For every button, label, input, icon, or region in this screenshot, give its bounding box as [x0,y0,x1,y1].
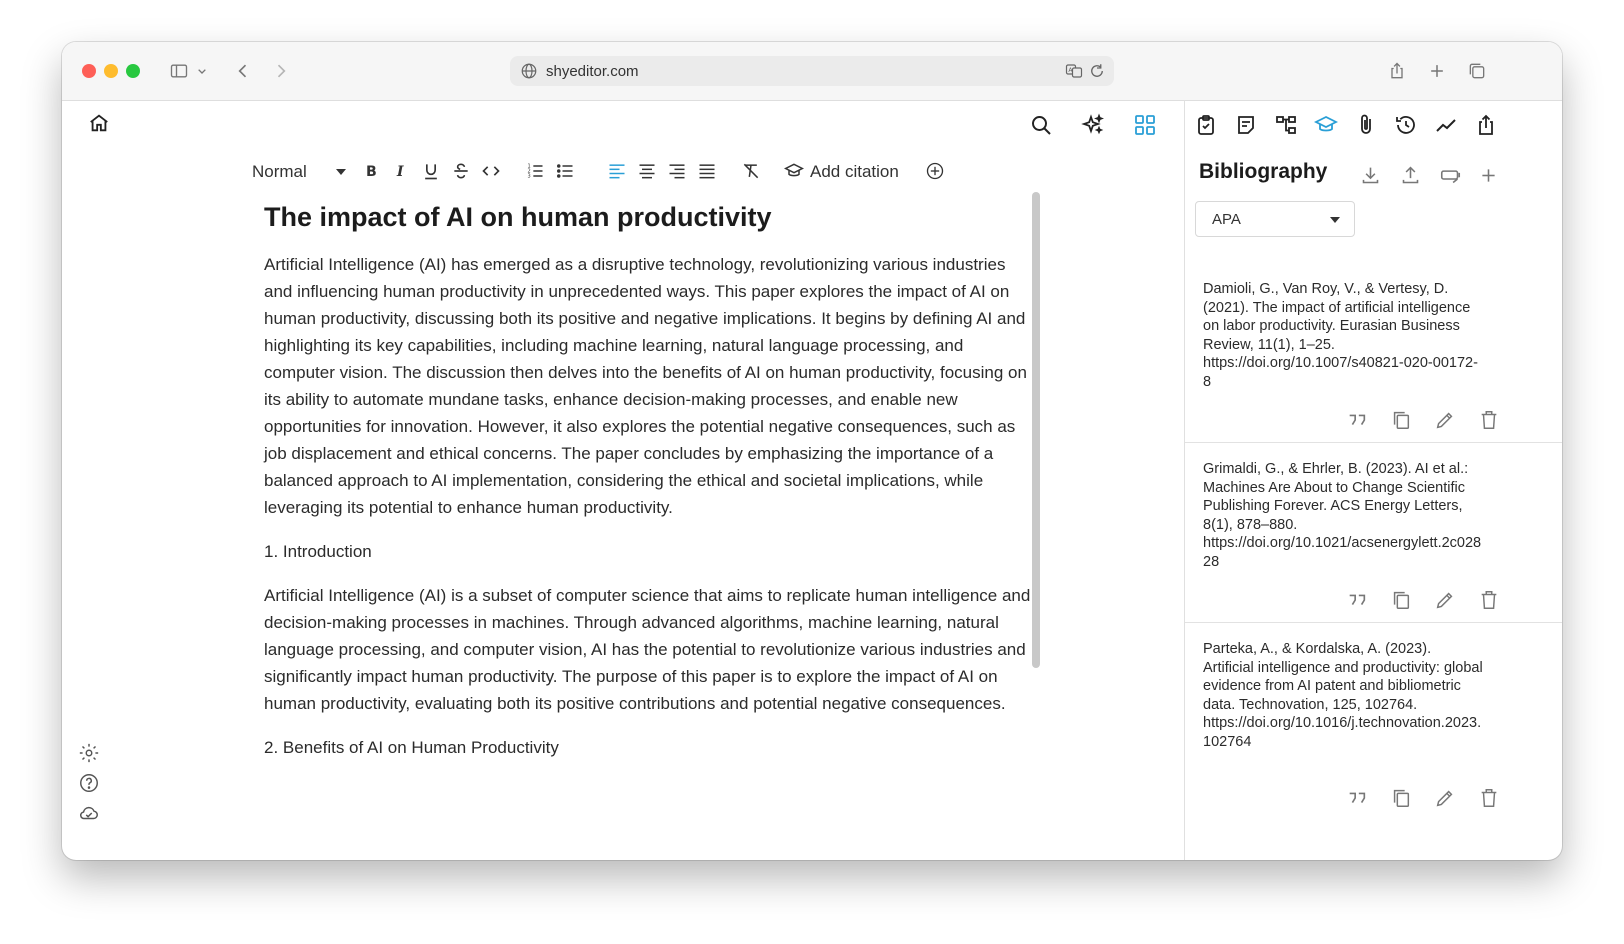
reference-text: Grimaldi, G., & Ehrler, B. (2023). AI et al.: Machines Are About to Change Scientific Publishing Forever. ACS Energy Letters, 8(1), 878–880. https://doi.org/10.1021/acsenergylett.2c02828 [1203,461,1482,570]
introduction-paragraph: Artificial Intelligence (AI) is a subset of computer science that aims to replicate human intelligence and decision-making processes in machines. Through advanced algorithms, machine learning, natural language processing, and computer vision, AI has the potential to revolutionize various industries and significantly impact human productivity. The purpose of this paper is to explore the impact of AI on human productivity, evaluating both its positive contributions and potential negative consequences. [264,586,1031,713]
edit-pencil-icon[interactable] [1431,784,1459,812]
settings-gear-icon[interactable] [76,740,102,766]
notes-icon[interactable] [1231,110,1261,140]
add-citation-button[interactable] [784,158,899,186]
delete-trash-icon[interactable] [1475,406,1503,434]
caret-down-icon [336,169,346,175]
edit-pencil-icon[interactable] [1431,406,1459,434]
align-center-button[interactable] [634,158,660,184]
underline-button[interactable] [418,158,444,184]
svg-text:2: 2 [527,168,531,175]
address-bar[interactable] [510,56,1114,86]
caret-down-icon [1330,217,1340,223]
svg-text:A: A [1068,66,1073,74]
add-citation-label: Add citation [810,162,899,181]
section-heading-benefits: 2. Benefits of AI on Human Productivity [264,738,559,757]
svg-text:I: I [396,164,404,180]
clear-format-button[interactable] [738,158,764,184]
svg-text:1: 1 [527,163,531,170]
ai-sparkle-icon[interactable] [1078,110,1108,140]
new-tab-icon[interactable] [1424,58,1450,84]
history-icon[interactable] [1391,110,1421,140]
browser-window [62,42,1562,860]
copy-icon[interactable] [1387,406,1415,434]
translate-icon[interactable] [1064,62,1084,80]
ordered-list-button[interactable] [522,158,548,184]
citation-style-select[interactable] [1195,201,1355,237]
citation-cap-icon[interactable] [1311,110,1341,140]
entry-divider [1185,442,1562,443]
home-icon[interactable] [86,110,112,136]
delete-trash-icon[interactable] [1475,586,1503,614]
paragraph-style-value: Normal [252,162,307,181]
trend-chart-icon[interactable] [1431,110,1461,140]
copy-icon[interactable] [1387,586,1415,614]
graduation-cap-icon [784,161,806,183]
search-icon[interactable] [1026,110,1056,140]
align-justify-button[interactable] [694,158,720,184]
help-icon[interactable] [76,770,102,796]
strikethrough-button[interactable] [448,158,474,184]
copy-icon[interactable] [1387,784,1415,812]
citation-style-value: APA [1212,210,1241,228]
link-import-icon[interactable] [1437,162,1463,188]
cloud-sync-icon[interactable] [76,800,102,826]
insert-plus-button[interactable] [922,158,948,184]
share-icon[interactable] [1384,58,1410,84]
reference-text: Damioli, G., Van Roy, V., & Vertesy, D. (2021). The impact of artificial intelligence on labor productivity. Eurasian Business Review, 11(1), 1–25. https://doi.org/10.1007/s40821-020-00172-8 [1203,281,1478,390]
chevron-down-icon[interactable] [194,58,210,84]
sidebar-toggle-icon[interactable] [166,58,192,84]
close-window-button[interactable] [82,64,96,78]
document-title: The impact of AI on human productivity [264,202,772,232]
reference-text: Parteka, A., & Kordalska, A. (2023). Artificial intelligence and productivity: global evidence from AI patent and bibliometric data. Technovation, 125, 102764. https://doi.org/10.1016/j.technovation.2023.102764 [1203,641,1483,750]
maximize-window-button[interactable] [126,64,140,78]
bullet-list-button[interactable] [552,158,578,184]
add-reference-icon[interactable] [1475,162,1501,188]
svg-text:3: 3 [527,173,531,180]
entry-actions [1185,784,1562,812]
tab-overview-icon[interactable] [1464,58,1490,84]
paragraph-style-select[interactable] [252,158,348,186]
document-body[interactable] [264,192,1034,778]
upload-icon[interactable] [1397,162,1423,188]
minimize-window-button[interactable] [104,64,118,78]
code-button[interactable] [478,158,504,184]
apps-grid-icon[interactable] [1130,110,1160,140]
bibliography-panel [1184,100,1562,860]
clipboard-check-icon[interactable] [1191,110,1221,140]
entry-actions [1185,406,1562,434]
cite-quote-icon[interactable] [1343,586,1371,614]
document-scrollbar[interactable] [1032,192,1040,668]
attachment-icon[interactable] [1351,110,1381,140]
outline-tree-icon[interactable] [1271,110,1301,140]
italic-button[interactable] [388,158,414,184]
reload-icon[interactable] [1088,62,1106,80]
delete-trash-icon[interactable] [1475,784,1503,812]
export-icon[interactable] [1471,110,1501,140]
align-left-button[interactable] [604,158,630,184]
browser-titlebar [62,42,1562,101]
section-heading-introduction: 1. Introduction [264,542,372,561]
cite-quote-icon[interactable] [1343,784,1371,812]
back-button[interactable] [230,58,256,84]
align-right-button[interactable] [664,158,690,184]
svg-text:B: B [366,164,377,180]
forward-button[interactable] [268,58,294,84]
entry-divider [1185,622,1562,623]
download-icon[interactable] [1357,162,1383,188]
url-text: shyeditor.com [546,62,639,80]
edit-pencil-icon[interactable] [1431,586,1459,614]
bold-button[interactable] [358,158,384,184]
entry-actions [1185,586,1562,614]
bibliography-title: Bibliography [1199,160,1328,183]
cite-quote-icon[interactable] [1343,406,1371,434]
abstract-paragraph: Artificial Intelligence (AI) has emerged as a disruptive technology, revolutionizing various industries and influencing human productivity in unprecedented ways. This paper explores the impact of AI on human productivity, discussing both its positive and negative implications. It begins by defining AI and highlighting its key capabilities, including machine learning, natural language processing, and computer vision. The discussion then delves into the benefits of AI on human productivity, focusing on its ability to automate mundane tasks, enhance decision-making processes, and enable new opportunities for innovation. However, it also explores the potential negative consequences, such as job displacement and ethical concerns. The paper concludes by emphasizing the importance of a balanced approach to AI implementation, considering the ethical and societal implications, while leveraging its potential to enhance human productivity. [264,255,1027,517]
globe-icon [520,62,538,80]
